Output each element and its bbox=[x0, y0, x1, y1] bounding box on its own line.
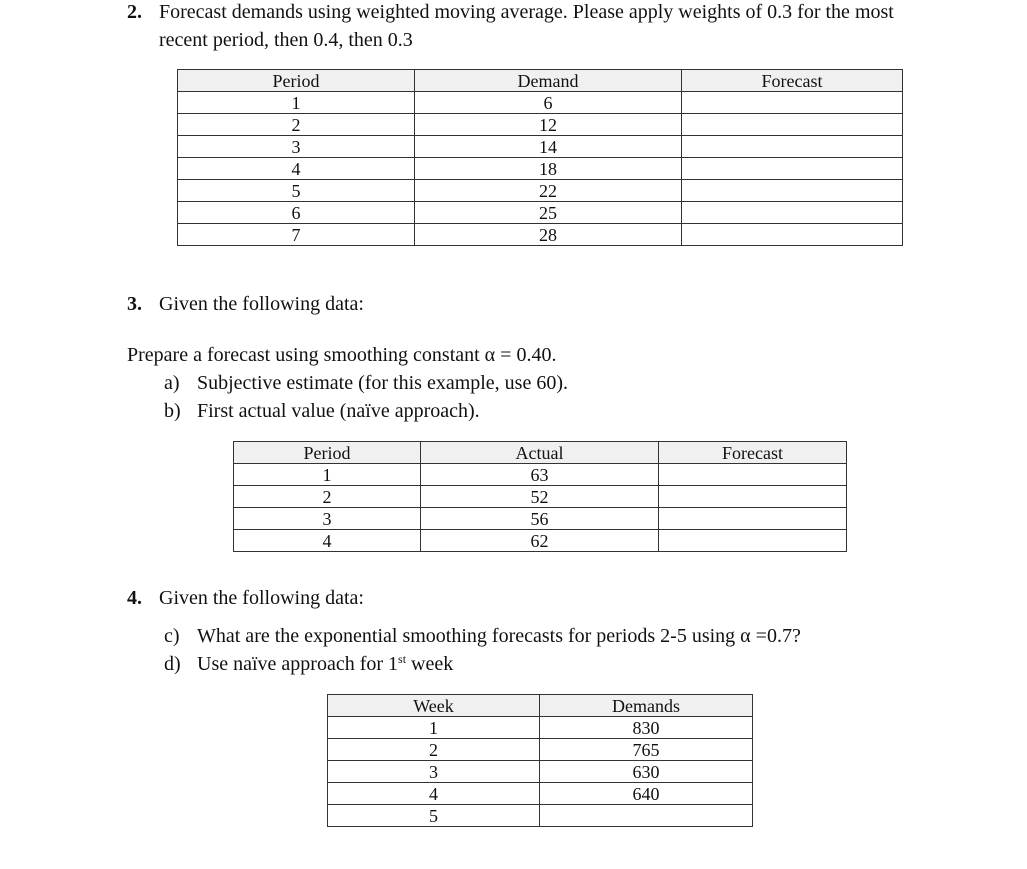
cell-actual: 56 bbox=[421, 508, 659, 530]
cell-week: 4 bbox=[328, 783, 540, 805]
cell-demands[interactable] bbox=[540, 805, 753, 827]
cell-demands: 830 bbox=[540, 717, 753, 739]
table-row bbox=[178, 92, 903, 114]
cell-demand: 28 bbox=[415, 224, 682, 246]
table-row bbox=[178, 114, 903, 136]
table-header-row bbox=[178, 70, 903, 92]
q4-title: Given the following data: bbox=[159, 587, 364, 609]
q2-number: 2. bbox=[127, 1, 142, 23]
q4-item-d-text bbox=[197, 650, 453, 678]
q4-item-c bbox=[164, 622, 801, 650]
q3-item-a-marker: a) bbox=[164, 372, 180, 394]
table-row bbox=[178, 136, 903, 158]
table-row bbox=[328, 739, 753, 761]
q3-item-a bbox=[164, 369, 569, 397]
cell-week: 5 bbox=[328, 805, 540, 827]
table-row bbox=[178, 224, 903, 246]
table-row bbox=[234, 530, 847, 552]
cell-forecast[interactable] bbox=[682, 224, 903, 246]
cell-week: 1 bbox=[328, 717, 540, 739]
cell-period: 7 bbox=[178, 224, 415, 246]
cell-forecast[interactable] bbox=[682, 202, 903, 224]
q4-header-demands: Demands bbox=[540, 695, 753, 717]
table-row bbox=[328, 783, 753, 805]
q4-header-week: Week bbox=[328, 695, 540, 717]
cell-period: 6 bbox=[178, 202, 415, 224]
table-row bbox=[178, 202, 903, 224]
cell-period: 1 bbox=[178, 92, 415, 114]
q3-header-period: Period bbox=[234, 442, 421, 464]
cell-demand: 6 bbox=[415, 92, 682, 114]
q3-item-b-text: First actual value (naïve approach). bbox=[197, 400, 480, 422]
cell-demand: 25 bbox=[415, 202, 682, 224]
cell-demands: 765 bbox=[540, 739, 753, 761]
q3-item-a-text: Subjective estimate (for this example, use 60). bbox=[197, 372, 569, 394]
cell-period: 4 bbox=[234, 530, 421, 552]
q4-item-d bbox=[164, 650, 454, 678]
q2-table bbox=[177, 69, 903, 246]
cell-period: 4 bbox=[178, 158, 415, 180]
cell-forecast[interactable] bbox=[682, 114, 903, 136]
cell-period: 3 bbox=[234, 508, 421, 530]
cell-week: 3 bbox=[328, 761, 540, 783]
table-row bbox=[234, 508, 847, 530]
q3-header-actual: Actual bbox=[421, 442, 659, 464]
q4-number: 4. bbox=[127, 587, 142, 609]
q4-item-c-text: What are the exponential smoothing forecasts for periods 2-5 using α =0.7? bbox=[197, 625, 801, 647]
q3-intro: Prepare a forecast using smoothing constant α = 0.40. bbox=[127, 344, 557, 366]
q3-number: 3. bbox=[127, 293, 142, 315]
q3-item-b-marker: b) bbox=[164, 400, 181, 422]
q2-line2: recent period, then 0.4, then 0.3 bbox=[159, 29, 413, 51]
cell-actual: 62 bbox=[421, 530, 659, 552]
table-header-row bbox=[234, 442, 847, 464]
cell-demand: 12 bbox=[415, 114, 682, 136]
q3-header-forecast: Forecast bbox=[659, 442, 847, 464]
q4-item-c-marker: c) bbox=[164, 625, 180, 647]
cell-week: 2 bbox=[328, 739, 540, 761]
q4-item-d-marker: d) bbox=[164, 653, 181, 675]
q2-header-forecast: Forecast bbox=[682, 70, 903, 92]
q2-line1: Forecast demands using weighted moving average. Please apply weights of 0.3 for the most bbox=[159, 1, 894, 23]
cell-forecast[interactable] bbox=[659, 486, 847, 508]
cell-period: 2 bbox=[178, 114, 415, 136]
table-row bbox=[178, 158, 903, 180]
table-row bbox=[328, 717, 753, 739]
cell-actual: 52 bbox=[421, 486, 659, 508]
cell-forecast[interactable] bbox=[682, 180, 903, 202]
cell-period: 2 bbox=[234, 486, 421, 508]
q2-header-period: Period bbox=[178, 70, 415, 92]
cell-demand: 18 bbox=[415, 158, 682, 180]
cell-forecast[interactable] bbox=[659, 530, 847, 552]
cell-forecast[interactable] bbox=[682, 158, 903, 180]
q3-item-b bbox=[164, 397, 480, 425]
cell-forecast[interactable] bbox=[659, 508, 847, 530]
cell-actual: 63 bbox=[421, 464, 659, 486]
cell-demand: 22 bbox=[415, 180, 682, 202]
cell-demands: 630 bbox=[540, 761, 753, 783]
q3-title: Given the following data: bbox=[159, 293, 364, 315]
q2-header-demand: Demand bbox=[415, 70, 682, 92]
table-row bbox=[328, 805, 753, 827]
q4-item-d-text-before: Use naïve approach for 1 bbox=[197, 653, 399, 675]
cell-period: 3 bbox=[178, 136, 415, 158]
table-row bbox=[328, 761, 753, 783]
table-row bbox=[234, 486, 847, 508]
table-header-row bbox=[328, 695, 753, 717]
cell-demands: 640 bbox=[540, 783, 753, 805]
cell-period: 1 bbox=[234, 464, 421, 486]
cell-forecast[interactable] bbox=[682, 136, 903, 158]
q4-item-d-text-after: week bbox=[406, 653, 454, 675]
table-row bbox=[234, 464, 847, 486]
cell-demand: 14 bbox=[415, 136, 682, 158]
cell-forecast[interactable] bbox=[659, 464, 847, 486]
q4-table bbox=[327, 694, 753, 827]
table-row bbox=[178, 180, 903, 202]
q3-table bbox=[233, 441, 847, 552]
q4-item-d-sup: st bbox=[398, 652, 407, 666]
cell-period: 5 bbox=[178, 180, 415, 202]
cell-forecast[interactable] bbox=[682, 92, 903, 114]
